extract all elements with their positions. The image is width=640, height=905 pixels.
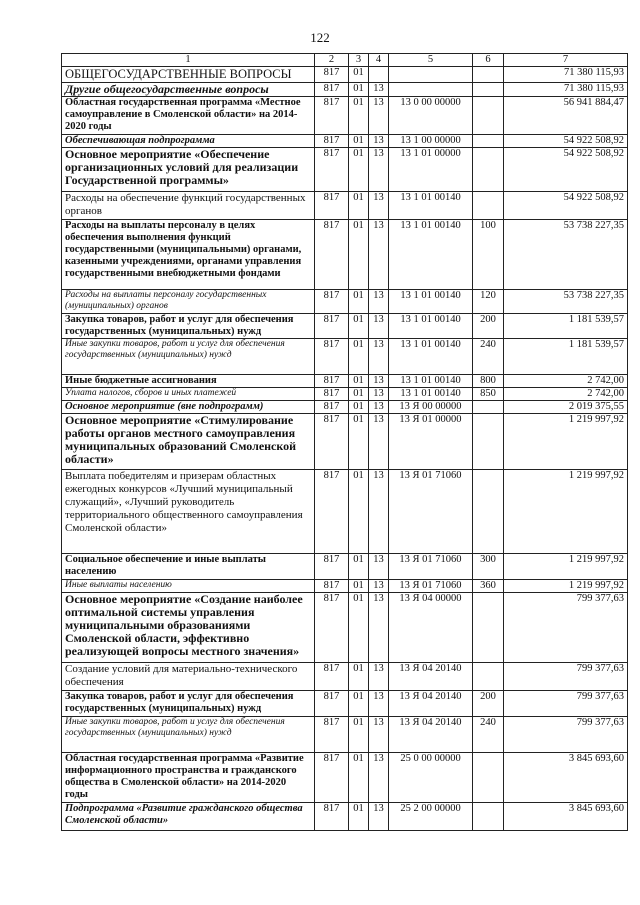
cell-amount: 1 181 539,57 <box>504 339 628 375</box>
table-row <box>62 388 628 401</box>
cell-name: Подпрограмма «Развитие гражданского общества Смоленской области» <box>62 803 315 831</box>
cell-amount: 799 377,63 <box>504 663 628 691</box>
table-row <box>62 220 628 290</box>
header-col-3: 3 <box>349 54 369 67</box>
cell-section: 01 <box>349 67 369 83</box>
cell-target-article: 13 0 00 00000 <box>389 97 473 135</box>
cell-expense-type: 800 <box>473 375 504 388</box>
cell-target-article: 13 Я 04 20140 <box>389 717 473 753</box>
cell-admin-code: 817 <box>315 97 349 135</box>
cell-section: 01 <box>349 97 369 135</box>
cell-amount: 56 941 884,47 <box>504 97 628 135</box>
cell-target-article: 13 Я 00 00000 <box>389 401 473 414</box>
cell-target-article: 13 Я 04 20140 <box>389 663 473 691</box>
cell-amount: 1 219 997,92 <box>504 554 628 580</box>
cell-subsection: 13 <box>369 314 389 339</box>
table-row <box>62 717 628 753</box>
table-row <box>62 135 628 148</box>
cell-section: 01 <box>349 388 369 401</box>
cell-subsection: 13 <box>369 691 389 717</box>
cell-expense-type: 300 <box>473 554 504 580</box>
cell-expense-type: 200 <box>473 691 504 717</box>
cell-section: 01 <box>349 148 369 192</box>
page-number: 122 <box>310 30 330 45</box>
cell-section: 01 <box>349 314 369 339</box>
table-row <box>62 375 628 388</box>
cell-amount: 799 377,63 <box>504 593 628 663</box>
cell-amount: 799 377,63 <box>504 717 628 753</box>
cell-target-article: 13 Я 04 20140 <box>389 691 473 717</box>
cell-expense-type <box>473 192 504 220</box>
cell-amount: 53 738 227,35 <box>504 220 628 290</box>
cell-expense-type: 360 <box>473 580 504 593</box>
cell-amount: 1 219 997,92 <box>504 580 628 593</box>
cell-admin-code: 817 <box>315 339 349 375</box>
cell-admin-code: 817 <box>315 717 349 753</box>
cell-name: Расходы на выплаты персоналу в целях обеспечения выполнения функций государственными (муниципальными) органами, казенными учреждениями, органами управления государственными внебюджетными фондами <box>62 220 315 290</box>
table-row <box>62 803 628 831</box>
cell-name: Закупка товаров, работ и услуг для обеспечения государственных (муниципальных) нужд <box>62 691 315 717</box>
table-row <box>62 97 628 135</box>
cell-amount: 2 742,00 <box>504 375 628 388</box>
cell-admin-code: 817 <box>315 83 349 97</box>
cell-name: Социальное обеспечение и иные выплаты населению <box>62 554 315 580</box>
cell-target-article: 13 1 01 00000 <box>389 148 473 192</box>
budget-table <box>61 53 628 831</box>
cell-name: Выплата победителям и призерам областных ежегодных конкурсов «Лучший муниципальный служащий», «Лучший руководитель территориального общественного самоуправления Смоленской области» <box>62 470 315 554</box>
cell-amount: 54 922 508,92 <box>504 135 628 148</box>
cell-name: ОБЩЕГОСУДАРСТВЕННЫЕ ВОПРОСЫ <box>62 67 315 83</box>
cell-subsection: 13 <box>369 580 389 593</box>
cell-name: Обеспечивающая подпрограмма <box>62 135 315 148</box>
cell-target-article: 13 Я 01 71060 <box>389 470 473 554</box>
cell-amount: 2 742,00 <box>504 388 628 401</box>
cell-admin-code: 817 <box>315 753 349 803</box>
cell-section: 01 <box>349 803 369 831</box>
cell-admin-code: 817 <box>315 314 349 339</box>
cell-amount: 53 738 227,35 <box>504 290 628 314</box>
cell-amount: 3 845 693,60 <box>504 803 628 831</box>
cell-section: 01 <box>349 375 369 388</box>
cell-name: Основное мероприятие (вне подпрограмм) <box>62 401 315 414</box>
cell-name: Уплата налогов, сборов и иных платежей <box>62 388 315 401</box>
cell-expense-type: 120 <box>473 290 504 314</box>
cell-subsection: 13 <box>369 593 389 663</box>
cell-target-article <box>389 83 473 97</box>
table-row <box>62 470 628 554</box>
cell-section: 01 <box>349 580 369 593</box>
cell-name: Другие общегосударственные вопросы <box>62 83 315 97</box>
cell-name: Иные закупки товаров, работ и услуг для обеспечения государственных (муниципальных) нужд <box>62 339 315 375</box>
cell-expense-type <box>473 97 504 135</box>
cell-amount: 1 219 997,92 <box>504 470 628 554</box>
cell-subsection: 13 <box>369 414 389 470</box>
cell-target-article: 13 1 01 00140 <box>389 220 473 290</box>
cell-expense-type <box>473 401 504 414</box>
cell-target-article: 13 1 01 00140 <box>389 375 473 388</box>
cell-expense-type <box>473 414 504 470</box>
cell-subsection: 13 <box>369 753 389 803</box>
cell-name: Расходы на выплаты персоналу государственных (муниципальных) органов <box>62 290 315 314</box>
cell-target-article: 13 1 01 00140 <box>389 290 473 314</box>
cell-name: Областная государственная программа «Местное самоуправление в Смоленской области» на 2014-2020 годы <box>62 97 315 135</box>
cell-section: 01 <box>349 554 369 580</box>
table-row <box>62 339 628 375</box>
cell-subsection: 13 <box>369 83 389 97</box>
cell-name: Закупка товаров, работ и услуг для обеспечения государственных (муниципальных) нужд <box>62 314 315 339</box>
cell-subsection: 13 <box>369 803 389 831</box>
cell-admin-code: 817 <box>315 470 349 554</box>
table-row <box>62 148 628 192</box>
table-row <box>62 401 628 414</box>
cell-target-article: 25 2 00 00000 <box>389 803 473 831</box>
cell-section: 01 <box>349 290 369 314</box>
cell-subsection: 13 <box>369 717 389 753</box>
cell-expense-type <box>473 663 504 691</box>
cell-admin-code: 817 <box>315 388 349 401</box>
cell-admin-code: 817 <box>315 663 349 691</box>
cell-section: 01 <box>349 192 369 220</box>
cell-subsection: 13 <box>369 663 389 691</box>
cell-section: 01 <box>349 663 369 691</box>
cell-name: Расходы на обеспечение функций государственных органов <box>62 192 315 220</box>
cell-target-article: 13 1 01 00140 <box>389 314 473 339</box>
cell-amount: 54 922 508,92 <box>504 192 628 220</box>
cell-admin-code: 817 <box>315 67 349 83</box>
cell-name: Иные закупки товаров, работ и услуг для обеспечения государственных (муниципальных) нужд <box>62 717 315 753</box>
table-row <box>62 83 628 97</box>
cell-section: 01 <box>349 593 369 663</box>
table-row <box>62 192 628 220</box>
cell-expense-type: 240 <box>473 339 504 375</box>
cell-admin-code: 817 <box>315 414 349 470</box>
cell-admin-code: 817 <box>315 593 349 663</box>
header-col-4: 4 <box>369 54 389 67</box>
cell-subsection: 13 <box>369 290 389 314</box>
table-row <box>62 593 628 663</box>
cell-expense-type <box>473 753 504 803</box>
cell-admin-code: 817 <box>315 135 349 148</box>
cell-admin-code: 817 <box>315 401 349 414</box>
header-col-6: 6 <box>473 54 504 67</box>
cell-expense-type <box>473 135 504 148</box>
cell-subsection: 13 <box>369 375 389 388</box>
cell-expense-type <box>473 148 504 192</box>
cell-amount: 1 219 997,92 <box>504 414 628 470</box>
cell-section: 01 <box>349 414 369 470</box>
table-row <box>62 414 628 470</box>
header-col-7: 7 <box>504 54 628 67</box>
cell-expense-type: 850 <box>473 388 504 401</box>
cell-admin-code: 817 <box>315 148 349 192</box>
cell-section: 01 <box>349 717 369 753</box>
cell-admin-code: 817 <box>315 192 349 220</box>
cell-expense-type <box>473 83 504 97</box>
cell-admin-code: 817 <box>315 290 349 314</box>
cell-subsection: 13 <box>369 470 389 554</box>
cell-subsection: 13 <box>369 148 389 192</box>
cell-section: 01 <box>349 401 369 414</box>
cell-amount: 2 019 375,55 <box>504 401 628 414</box>
table-row <box>62 290 628 314</box>
cell-amount: 71 380 115,93 <box>504 67 628 83</box>
cell-admin-code: 817 <box>315 580 349 593</box>
cell-target-article: 13 1 01 00140 <box>389 339 473 375</box>
table-row <box>62 314 628 339</box>
cell-subsection: 13 <box>369 554 389 580</box>
cell-amount: 1 181 539,57 <box>504 314 628 339</box>
cell-subsection: 13 <box>369 401 389 414</box>
cell-amount: 54 922 508,92 <box>504 148 628 192</box>
cell-name: Основное мероприятие «Создание наиболее оптимальной системы управления муниципальными образованиями Смоленской области, эффективно реализующей вопросы местного значения» <box>62 593 315 663</box>
header-col-2: 2 <box>315 54 349 67</box>
cell-amount: 71 380 115,93 <box>504 83 628 97</box>
cell-name: Основное мероприятие «Обеспечение организационных условий для реализации Государственной программы» <box>62 148 315 192</box>
cell-section: 01 <box>349 135 369 148</box>
cell-section: 01 <box>349 220 369 290</box>
cell-name: Областная государственная программа «Развитие информационного пространства и гражданского общества в Смоленской области» на 2014-2020 годы <box>62 753 315 803</box>
cell-expense-type <box>473 803 504 831</box>
cell-section: 01 <box>349 691 369 717</box>
cell-name: Иные бюджетные ассигнования <box>62 375 315 388</box>
cell-subsection <box>369 67 389 83</box>
cell-admin-code: 817 <box>315 220 349 290</box>
cell-admin-code: 817 <box>315 691 349 717</box>
cell-target-article: 13 1 01 00140 <box>389 192 473 220</box>
cell-subsection: 13 <box>369 135 389 148</box>
cell-admin-code: 817 <box>315 375 349 388</box>
cell-admin-code: 817 <box>315 554 349 580</box>
cell-target-article: 13 1 00 00000 <box>389 135 473 148</box>
cell-section: 01 <box>349 339 369 375</box>
cell-section: 01 <box>349 753 369 803</box>
cell-subsection: 13 <box>369 339 389 375</box>
cell-section: 01 <box>349 470 369 554</box>
cell-subsection: 13 <box>369 388 389 401</box>
cell-subsection: 13 <box>369 97 389 135</box>
table-row <box>62 753 628 803</box>
cell-name: Создание условий для материально-технического обеспечения <box>62 663 315 691</box>
table-row <box>62 580 628 593</box>
cell-amount: 799 377,63 <box>504 691 628 717</box>
cell-expense-type: 240 <box>473 717 504 753</box>
table-row <box>62 663 628 691</box>
cell-target-article: 13 Я 04 00000 <box>389 593 473 663</box>
cell-section: 01 <box>349 83 369 97</box>
header-col-5: 5 <box>389 54 473 67</box>
cell-expense-type <box>473 593 504 663</box>
cell-name: Иные выплаты населению <box>62 580 315 593</box>
cell-target-article: 13 Я 01 71060 <box>389 554 473 580</box>
cell-name: Основное мероприятие «Стимулирование работы органов местного самоуправления муниципальных образований Смоленской области» <box>62 414 315 470</box>
cell-subsection: 13 <box>369 220 389 290</box>
cell-expense-type: 100 <box>473 220 504 290</box>
cell-target-article: 25 0 00 00000 <box>389 753 473 803</box>
table-row <box>62 691 628 717</box>
cell-admin-code: 817 <box>315 803 349 831</box>
cell-target-article: 13 Я 01 71060 <box>389 580 473 593</box>
cell-target-article: 13 1 01 00140 <box>389 388 473 401</box>
table-row <box>62 67 628 83</box>
cell-amount: 3 845 693,60 <box>504 753 628 803</box>
cell-expense-type <box>473 470 504 554</box>
cell-expense-type <box>473 67 504 83</box>
cell-expense-type: 200 <box>473 314 504 339</box>
header-row <box>62 54 628 67</box>
cell-target-article <box>389 67 473 83</box>
cell-target-article: 13 Я 01 00000 <box>389 414 473 470</box>
header-col-1: 1 <box>62 54 315 67</box>
table-row <box>62 554 628 580</box>
cell-subsection: 13 <box>369 192 389 220</box>
